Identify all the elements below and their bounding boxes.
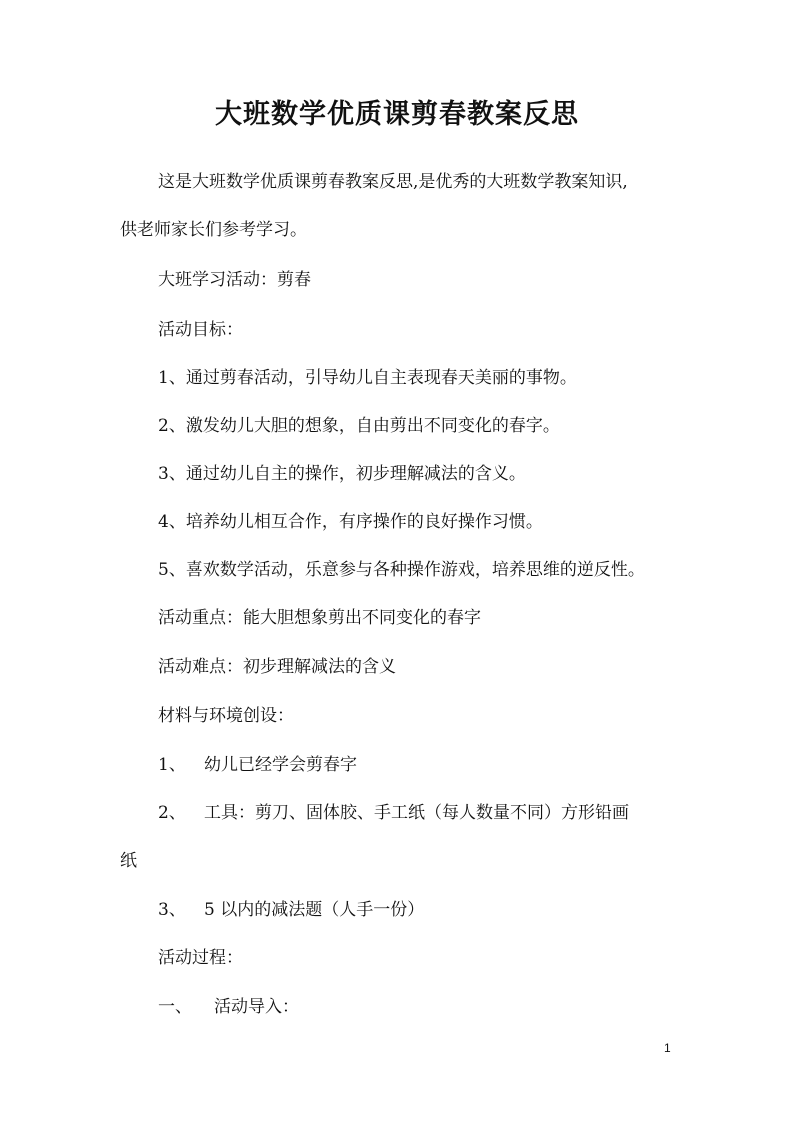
material-text: 5 以内的减法题（人手一份） (204, 900, 425, 920)
material-number: 3、 (158, 900, 186, 920)
difficulty: 活动难点：初步理解减法的含义 (158, 657, 396, 677)
material-item (158, 898, 424, 922)
goals-heading: 活动目标： (158, 320, 243, 340)
process-heading: 活动过程： (158, 948, 243, 968)
material-item (158, 753, 357, 777)
goal-item: 2、激发幼儿大胆的想象，自由剪出不同变化的春字。 (158, 416, 560, 436)
activity-name: 大班学习活动：剪春 (158, 270, 311, 290)
material-number: 1、 (158, 755, 186, 775)
intro-line-2: 供老师家长们参考学习。 (120, 220, 307, 240)
goal-item: 3、通过幼儿自主的操作，初步理解减法的含义。 (158, 464, 526, 484)
intro-line-1: 这是大班数学优质课剪春教案反思,是优秀的大班数学教案知识, (158, 172, 628, 192)
goal-item: 5、喜欢数学活动，乐意参与各种操作游戏，培养思维的逆反性。 (158, 560, 645, 580)
process-step-number: 一、 (158, 997, 192, 1017)
goal-item: 1、通过剪春活动，引导幼儿自主表现春天美丽的事物。 (158, 368, 577, 388)
goal-item: 4、培养幼儿相互合作，有序操作的良好操作习惯。 (158, 512, 543, 532)
process-step (158, 995, 299, 1019)
key-point: 活动重点：能大胆想象剪出不同变化的春字 (158, 608, 481, 628)
materials-heading: 材料与环境创设： (158, 706, 294, 726)
material-text: 工具：剪刀、固体胶、手工纸（每人数量不同）方形铅画 (204, 803, 629, 823)
material-item (158, 801, 629, 825)
document-title: 大班数学优质课剪春教案反思 (215, 99, 579, 130)
material-number: 2、 (158, 803, 186, 823)
page-number: 1 (664, 1041, 671, 1055)
process-step-text: 活动导入： (214, 997, 299, 1017)
material-wrap: 纸 (120, 851, 137, 871)
material-text: 幼儿已经学会剪春字 (204, 755, 357, 775)
